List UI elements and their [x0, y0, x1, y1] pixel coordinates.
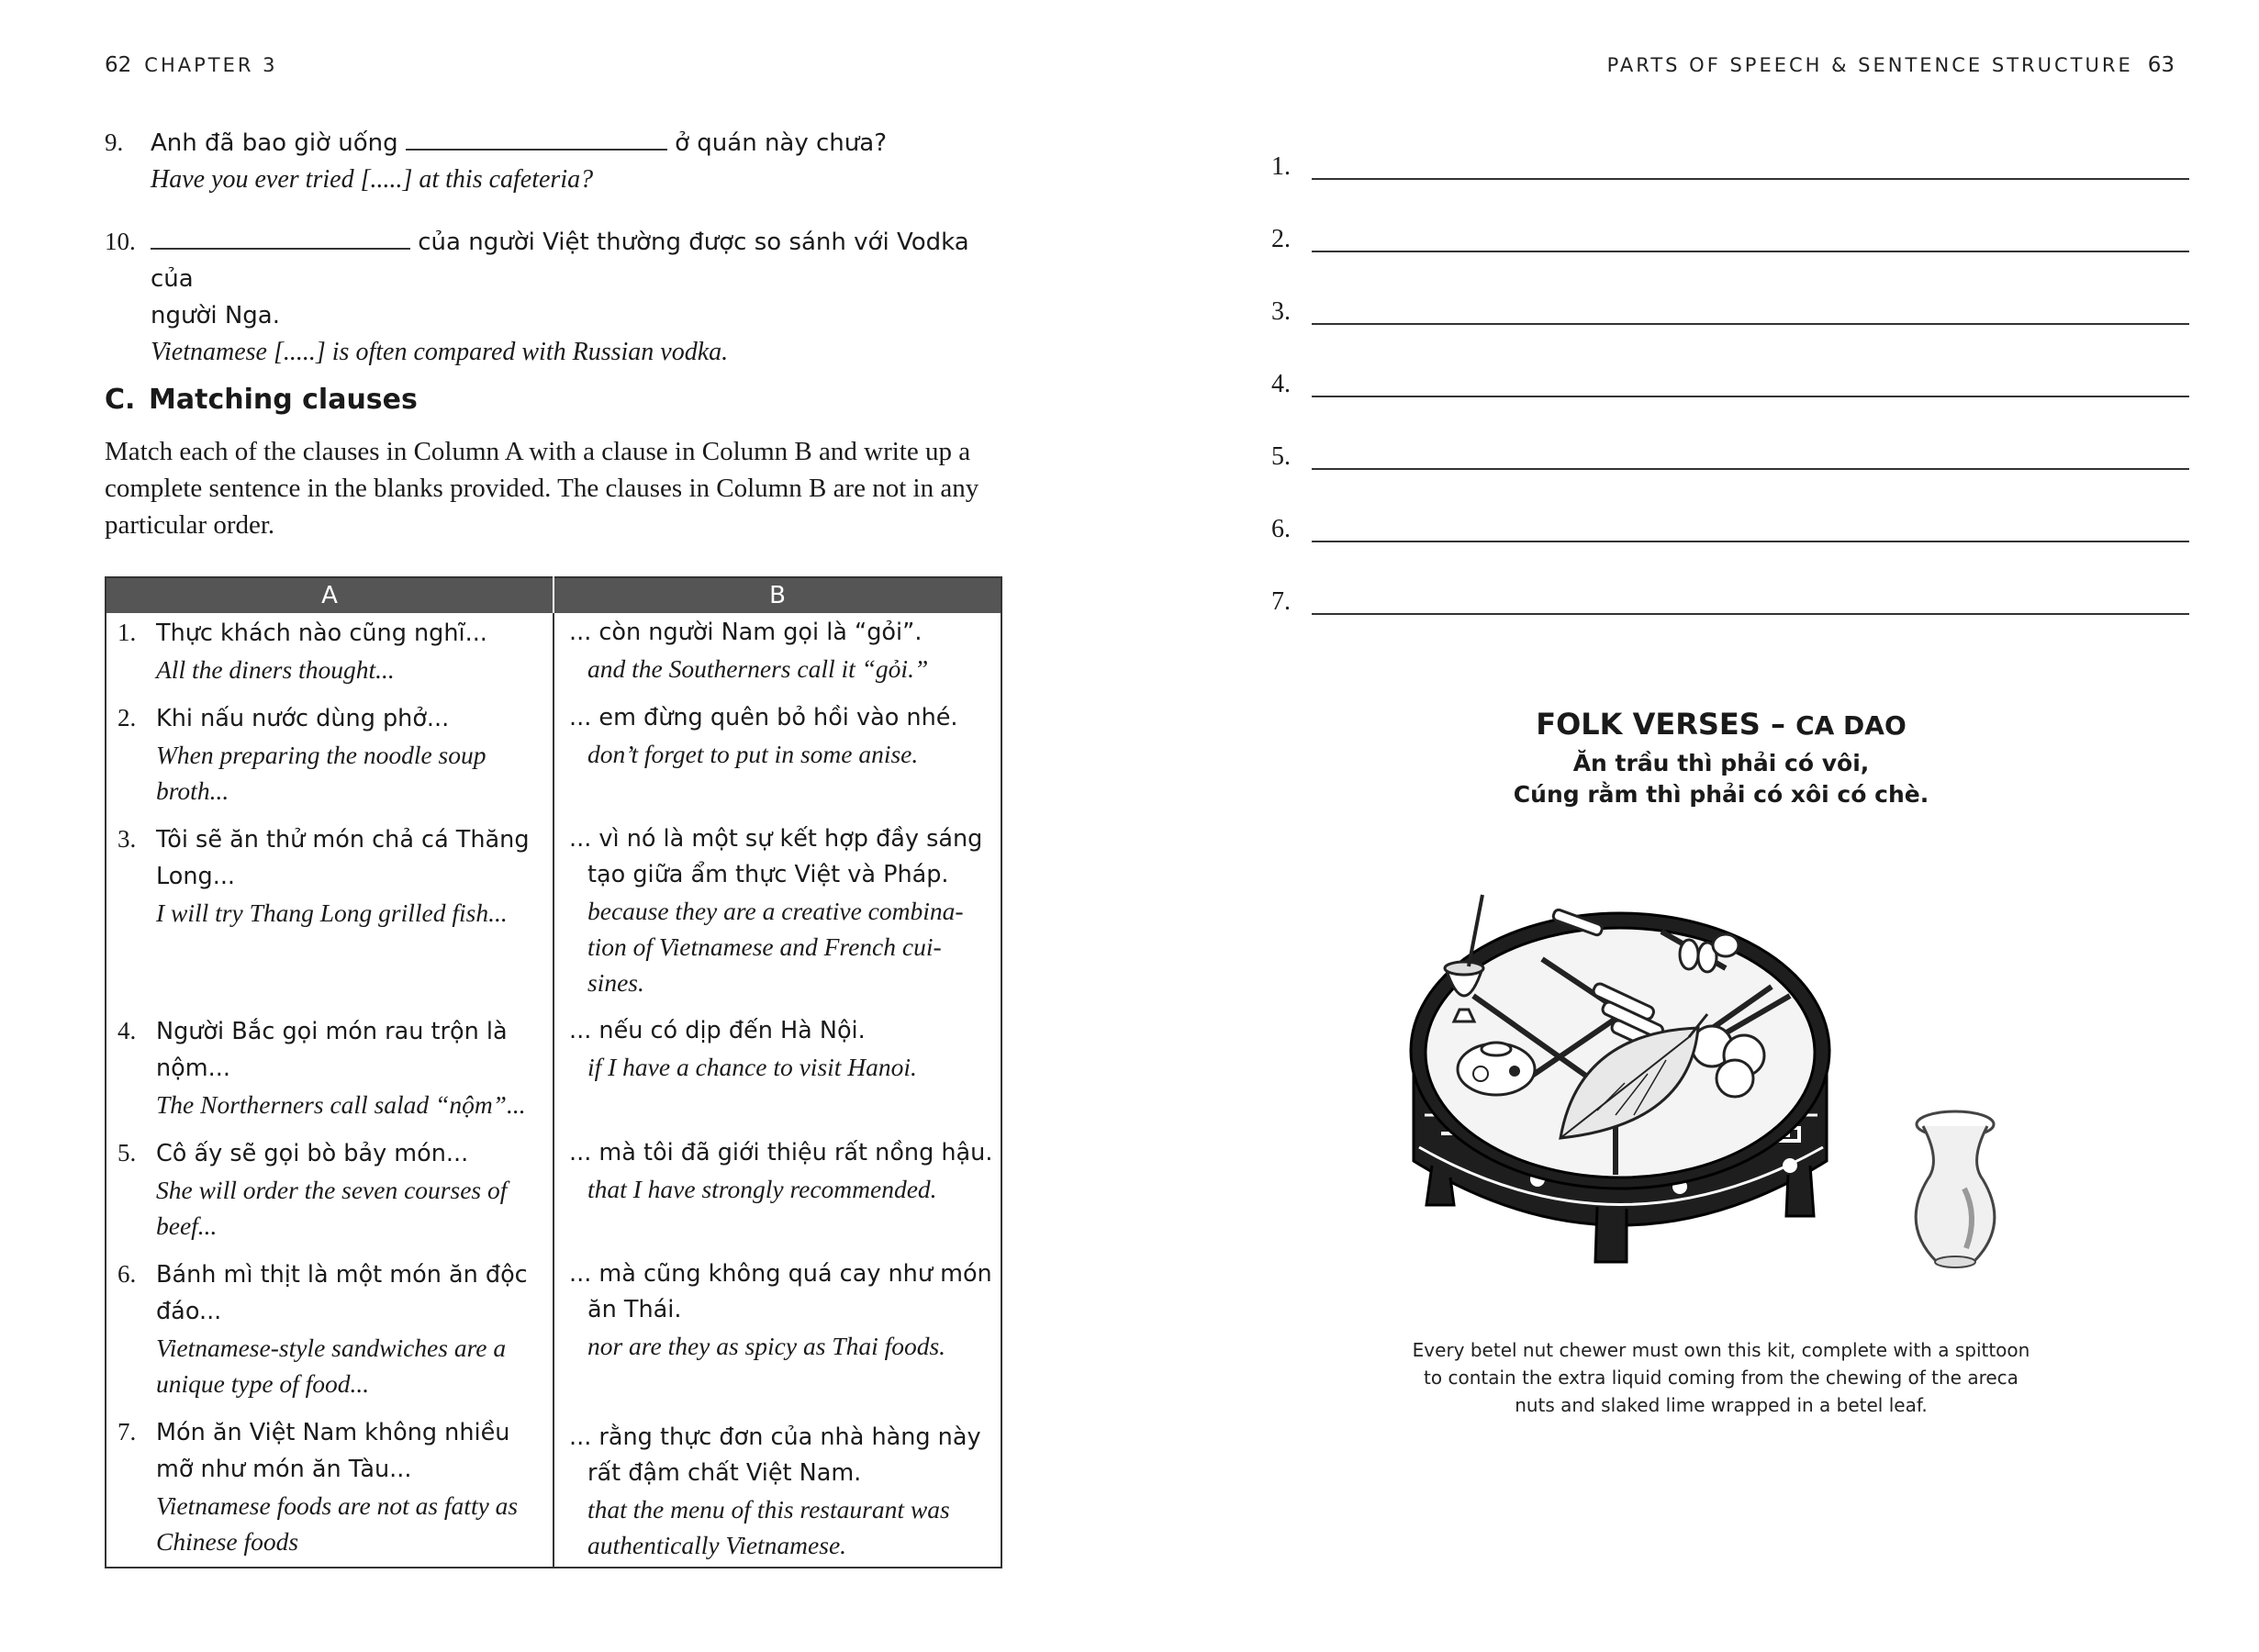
section-running-title: PARTS OF SPEECH & SENTENCE STRUCTURE	[1606, 54, 2133, 76]
right-page	[1129, 0, 2259, 1652]
fill-blank[interactable]	[406, 125, 667, 151]
column-b-cell	[554, 700, 1001, 821]
clause-b-en: nor are they as spicy as Thai foods.	[587, 1332, 946, 1360]
clause-b-vi: ... rằng thực đơn của nhà hàng này rất đậm chất Việt Nam.	[568, 1423, 981, 1487]
clause-b-vi: ... vì nó là một sự kết hợp đầy sáng tạo giữa ẩm thực Việt và Pháp.	[568, 825, 983, 888]
write-line[interactable]	[1312, 396, 2189, 397]
clause-b-en: because they are a creative combina-tion of Vietnamese and French cui-sines.	[587, 897, 964, 997]
exercise-vi-after: ở quán này chưa?	[666, 129, 888, 157]
column-a-cell	[106, 821, 554, 1013]
line-number: 5.	[1271, 442, 1291, 471]
row-number: 6.	[117, 1260, 137, 1288]
chapter-label: CHAPTER 3	[144, 54, 278, 76]
section-instructions: Match each of the clauses in Column A with a clause in Column B and write up a complete sentence in the blanks provided. The clauses in Column B are not in any particular order.	[105, 437, 979, 540]
exercise-10	[105, 224, 1013, 370]
write-line[interactable]	[1312, 541, 2189, 542]
line-number: 3.	[1271, 297, 1291, 326]
folk-title-dash: –	[1770, 707, 1785, 742]
exercise-vi-line2: người Nga.	[151, 302, 281, 329]
matching-table	[105, 576, 1002, 1568]
betel-kit-illustration	[1386, 858, 2065, 1335]
clause-b-vi: ... mà tôi đã giới thiệu rất nồng hậu.	[568, 1139, 993, 1166]
column-b-cell	[554, 1135, 1001, 1256]
clause-a-en: Vietnamese-style sandwiches are a unique type of food...	[156, 1334, 507, 1398]
row-number: 5.	[117, 1139, 137, 1166]
line-number: 1.	[1271, 152, 1291, 181]
line-number: 2.	[1271, 225, 1291, 253]
clause-a-vi: Món ăn Việt Nam không nhiều mỡ như món ăn Tàu...	[156, 1419, 510, 1483]
column-a-cell	[106, 700, 554, 821]
column-b-cell	[554, 1414, 1001, 1568]
clause-b-en: if I have a chance to visit Hanoi.	[587, 1053, 917, 1081]
exercise-translation: Vietnamese [.....] is often compared with Russian vodka.	[151, 338, 729, 366]
table-row	[106, 700, 1001, 821]
section-letter: C.	[105, 384, 136, 416]
row-number: 1.	[117, 619, 137, 646]
folk-title-main: FOLK VERSES	[1536, 707, 1761, 742]
column-a-cell	[106, 1013, 554, 1135]
write-line[interactable]	[1312, 251, 2189, 252]
clause-a-vi: Thực khách nào cũng nghĩ...	[156, 620, 487, 647]
clause-b-en: and the Southerners call it “gỏi.”	[587, 654, 929, 683]
right-running-head	[1607, 53, 2175, 77]
column-b-header: B	[554, 577, 1001, 613]
clause-a-en: The Northerners call salad “nộm”...	[156, 1090, 526, 1119]
line-number: 6.	[1271, 515, 1291, 543]
column-a-cell	[106, 1135, 554, 1256]
answer-line-1[interactable]	[1271, 151, 2189, 187]
table-row	[106, 1256, 1001, 1414]
answer-line-7[interactable]	[1271, 586, 2189, 622]
line-number: 7.	[1271, 587, 1291, 616]
line-number: 4.	[1271, 370, 1291, 398]
write-line[interactable]	[1312, 323, 2189, 325]
right-page-number: 63	[2147, 53, 2175, 77]
clause-a-en: She will order the seven courses of beef...	[156, 1176, 508, 1240]
clause-a-en: Vietnamese foods are not as fatty as Chinese foods	[156, 1491, 519, 1556]
answer-line-2[interactable]	[1271, 223, 2189, 260]
verse-line-1: Ăn trầu thì phải có vôi,	[1572, 750, 1870, 776]
clause-a-vi: Khi nấu nước dùng phở...	[156, 705, 450, 732]
exercise-number: 10.	[105, 228, 136, 255]
clause-b-en: don’t forget to put in some anise.	[587, 740, 919, 768]
exercise-number: 9.	[105, 128, 124, 156]
section-title: Matching clauses	[149, 384, 418, 416]
column-a-cell	[106, 1414, 554, 1568]
section-heading	[105, 384, 418, 416]
betel-box	[1411, 895, 1829, 1262]
column-b-cell	[554, 613, 1001, 700]
table-row	[106, 1414, 1001, 1568]
table-row	[106, 821, 1001, 1013]
column-b-cell	[554, 1013, 1001, 1135]
spittoon	[1916, 1111, 1995, 1267]
clause-a-vi: Bánh mì thịt là một món ăn độc đáo...	[156, 1261, 528, 1325]
write-line[interactable]	[1312, 178, 2189, 180]
answer-line-4[interactable]	[1271, 368, 2189, 405]
row-number: 4.	[117, 1017, 137, 1044]
clause-a-vi: Cô ấy sẽ gọi bò bảy món...	[156, 1140, 469, 1167]
answer-line-5[interactable]	[1271, 441, 2189, 477]
clause-b-vi: ... mà cũng không quá cay như món ăn Thái.	[568, 1260, 992, 1323]
clause-b-en: that I have strongly recommended.	[587, 1175, 937, 1203]
lime-pot	[1458, 1043, 1535, 1095]
column-a-header: A	[106, 577, 554, 613]
exercise-vi-before: Anh đã bao giờ uống	[151, 129, 406, 157]
folk-title-sub: CA DAO	[1795, 710, 1907, 741]
table-row	[106, 1135, 1001, 1256]
illustration-caption: Every betel nut chewer must own this kit, complete with a spittoon to contain the extra liquid coming from the chewing of the areca nuts and slaked lime wrapped in a betel leaf.	[1412, 1339, 2030, 1416]
answer-line-3[interactable]	[1271, 296, 2189, 332]
write-line[interactable]	[1312, 468, 2189, 470]
exercise-vi-after: của người Việt thường được so sánh với Vodka của	[151, 229, 969, 293]
clause-b-vi: ... nếu có dịp đến Hà Nội.	[568, 1017, 866, 1044]
verse-line-2: Cúng rằm thì phải có xôi có chè.	[1513, 781, 1929, 808]
left-page-number: 62	[105, 53, 132, 77]
write-line[interactable]	[1312, 613, 2189, 615]
clause-a-en: When preparing the noodle soup broth...	[156, 741, 486, 805]
table-row	[106, 613, 1001, 700]
column-b-cell	[554, 821, 1001, 1013]
exercise-translation: Have you ever tried [.....] at this cafeteria?	[151, 165, 594, 194]
fill-blank[interactable]	[151, 224, 410, 250]
row-number: 7.	[117, 1418, 137, 1446]
column-a-cell	[106, 613, 554, 700]
folk-verses-title	[1492, 707, 1951, 742]
clause-b-en: that the menu of this restaurant was authentically Vietnamese.	[587, 1495, 950, 1559]
column-a-cell	[106, 1256, 554, 1414]
table-row	[106, 1013, 1001, 1135]
left-page	[0, 0, 1129, 1652]
clause-a-en: All the diners thought...	[156, 655, 395, 684]
exercise-9	[105, 125, 1013, 197]
row-number: 3.	[117, 825, 137, 853]
clause-a-en: I will try Thang Long grilled fish...	[156, 899, 508, 927]
clause-b-vi: ... còn người Nam gọi là “gỏi”.	[568, 619, 923, 646]
left-running-head	[84, 53, 278, 77]
clause-a-vi: Người Bắc gọi món rau trộn là nộm...	[156, 1018, 508, 1082]
row-number: 2.	[117, 704, 137, 731]
answer-line-6[interactable]	[1271, 513, 2189, 550]
clause-a-vi: Tôi sẽ ăn thử món chả cá Thăng Long...	[156, 826, 530, 890]
clause-b-vi: ... em đừng quên bỏ hồi vào nhé.	[568, 704, 958, 731]
column-b-cell	[554, 1256, 1001, 1414]
